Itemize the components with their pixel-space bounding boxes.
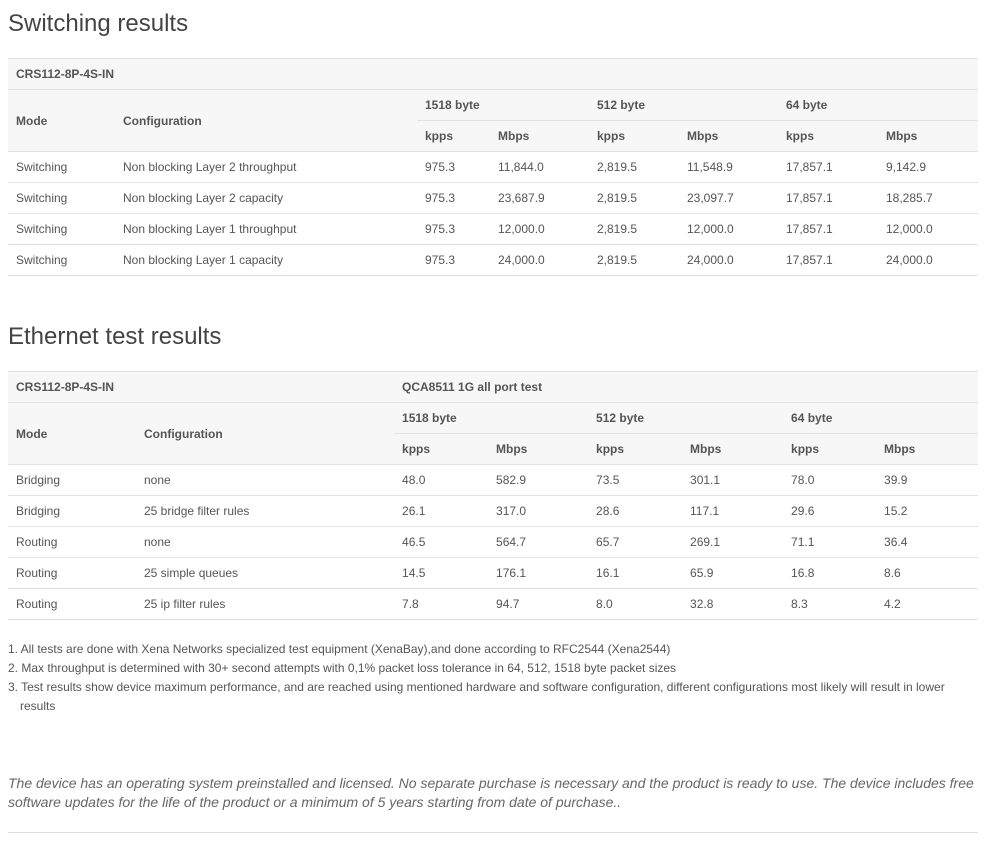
value-cell: 16.1 [588, 558, 682, 589]
value-cell: 582.9 [488, 465, 588, 496]
packet-size-header-512: 512 byte [588, 403, 783, 434]
mode-cell: Routing [8, 558, 136, 589]
unit-header: kpps [589, 121, 679, 152]
value-cell: 269.1 [682, 527, 783, 558]
value-cell: 12,000.0 [490, 214, 589, 245]
value-cell: 301.1 [682, 465, 783, 496]
mode-cell: Bridging [8, 465, 136, 496]
note-item: 2. Max throughput is determined with 30+ second attempts with 0,1% packet loss tolerance in 64, 512, 1518 byte packet sizes [8, 661, 677, 675]
packet-size-header-64: 64 byte [783, 403, 978, 434]
value-cell: 71.1 [783, 527, 876, 558]
ethernet-results-heading: Ethernet test results [8, 323, 222, 350]
switching-rows [8, 152, 978, 276]
value-cell: 8.3 [783, 589, 876, 620]
mode-cell: Switching [8, 183, 115, 214]
value-cell: 12,000.0 [679, 214, 778, 245]
value-cell: 48.0 [394, 465, 488, 496]
mode-cell: Routing [8, 527, 136, 558]
test-name: QCA8511 1G all port test [394, 372, 978, 403]
configuration-cell: Non blocking Layer 1 throughput [115, 214, 417, 245]
configuration-cell: 25 simple queues [136, 558, 394, 589]
configuration-cell: 25 bridge filter rules [136, 496, 394, 527]
value-cell: 65.9 [682, 558, 783, 589]
value-cell: 39.9 [876, 465, 978, 496]
value-cell: 11,844.0 [490, 152, 589, 183]
unit-header: Mbps [679, 121, 778, 152]
configuration-cell: Non blocking Layer 1 capacity [115, 245, 417, 276]
table-row [8, 527, 978, 558]
value-cell: 975.3 [417, 183, 490, 214]
value-cell: 17,857.1 [778, 152, 878, 183]
unit-header: Mbps [490, 121, 589, 152]
value-cell: 29.6 [783, 496, 876, 527]
note-item: 1. All tests are done with Xena Networks specialized test equipment (XenaBay),and done according to RFC2544 (Xena2544) [8, 642, 671, 656]
configuration-cell: Non blocking Layer 2 throughput [115, 152, 417, 183]
table-row [8, 245, 978, 276]
switching-results-heading: Switching results [8, 10, 189, 37]
value-cell: 564.7 [488, 527, 588, 558]
unit-header: kpps [783, 434, 876, 465]
value-cell: 2,819.5 [589, 214, 679, 245]
table-row [8, 558, 978, 589]
mode-cell: Switching [8, 214, 115, 245]
ethernet-results-table [8, 371, 978, 620]
mode-cell: Bridging [8, 496, 136, 527]
value-cell: 975.3 [417, 245, 490, 276]
value-cell: 94.7 [488, 589, 588, 620]
divider [8, 832, 978, 833]
value-cell: 36.4 [876, 527, 978, 558]
unit-header: kpps [778, 121, 878, 152]
configuration-cell: 25 ip filter rules [136, 589, 394, 620]
value-cell: 32.8 [682, 589, 783, 620]
value-cell: 17,857.1 [778, 183, 878, 214]
value-cell: 46.5 [394, 527, 488, 558]
configuration-header: Configuration [115, 90, 417, 152]
license-disclaimer: The device has an operating system preinstalled and licensed. No separate purchase is necessary and the product is ready to use. The device includes free software updates for the life of the product or a minimum of 5 years starting from date of purchase.. [8, 775, 974, 810]
value-cell: 11,548.9 [679, 152, 778, 183]
configuration-cell: none [136, 527, 394, 558]
configuration-header: Configuration [136, 403, 394, 465]
value-cell: 78.0 [783, 465, 876, 496]
unit-header: Mbps [682, 434, 783, 465]
value-cell: 176.1 [488, 558, 588, 589]
packet-size-header-1518: 1518 byte [417, 90, 589, 121]
mode-cell: Switching [8, 245, 115, 276]
value-cell: 15.2 [876, 496, 978, 527]
value-cell: 12,000.0 [878, 214, 978, 245]
note-item: 3. Test results show device maximum performance, and are reached using mentioned hardware and software configuration, different configurations most likely will result in lower results [8, 680, 945, 713]
value-cell: 14.5 [394, 558, 488, 589]
mode-header: Mode [8, 403, 136, 465]
value-cell: 7.8 [394, 589, 488, 620]
value-cell: 2,819.5 [589, 183, 679, 214]
value-cell: 2,819.5 [589, 152, 679, 183]
value-cell: 8.0 [588, 589, 682, 620]
mode-cell: Switching [8, 152, 115, 183]
unit-header: Mbps [878, 121, 978, 152]
table-row [8, 496, 978, 527]
value-cell: 65.7 [588, 527, 682, 558]
value-cell: 26.1 [394, 496, 488, 527]
model-name: CRS112-8P-4S-IN [8, 59, 978, 90]
value-cell: 8.6 [876, 558, 978, 589]
value-cell: 317.0 [488, 496, 588, 527]
unit-header: kpps [588, 434, 682, 465]
table-row [8, 465, 978, 496]
value-cell: 73.5 [588, 465, 682, 496]
test-notes [8, 640, 978, 716]
value-cell: 4.2 [876, 589, 978, 620]
value-cell: 16.8 [783, 558, 876, 589]
switching-results-table [8, 58, 978, 276]
value-cell: 23,687.9 [490, 183, 589, 214]
value-cell: 9,142.9 [878, 152, 978, 183]
table-row [8, 214, 978, 245]
table-row [8, 589, 978, 620]
value-cell: 24,000.0 [679, 245, 778, 276]
packet-size-header-1518: 1518 byte [394, 403, 588, 434]
table-row [8, 152, 978, 183]
unit-header: kpps [394, 434, 488, 465]
value-cell: 975.3 [417, 152, 490, 183]
configuration-cell: none [136, 465, 394, 496]
configuration-cell: Non blocking Layer 2 capacity [115, 183, 417, 214]
unit-header: Mbps [876, 434, 978, 465]
value-cell: 24,000.0 [490, 245, 589, 276]
value-cell: 2,819.5 [589, 245, 679, 276]
model-name: CRS112-8P-4S-IN [8, 372, 394, 403]
value-cell: 17,857.1 [778, 214, 878, 245]
value-cell: 23,097.7 [679, 183, 778, 214]
value-cell: 117.1 [682, 496, 783, 527]
packet-size-header-64: 64 byte [778, 90, 978, 121]
mode-cell: Routing [8, 589, 136, 620]
table-row [8, 183, 978, 214]
value-cell: 28.6 [588, 496, 682, 527]
packet-size-header-512: 512 byte [589, 90, 778, 121]
ethernet-rows [8, 465, 978, 620]
value-cell: 18,285.7 [878, 183, 978, 214]
value-cell: 17,857.1 [778, 245, 878, 276]
value-cell: 24,000.0 [878, 245, 978, 276]
unit-header: kpps [417, 121, 490, 152]
unit-header: Mbps [488, 434, 588, 465]
mode-header: Mode [8, 90, 115, 152]
value-cell: 975.3 [417, 214, 490, 245]
